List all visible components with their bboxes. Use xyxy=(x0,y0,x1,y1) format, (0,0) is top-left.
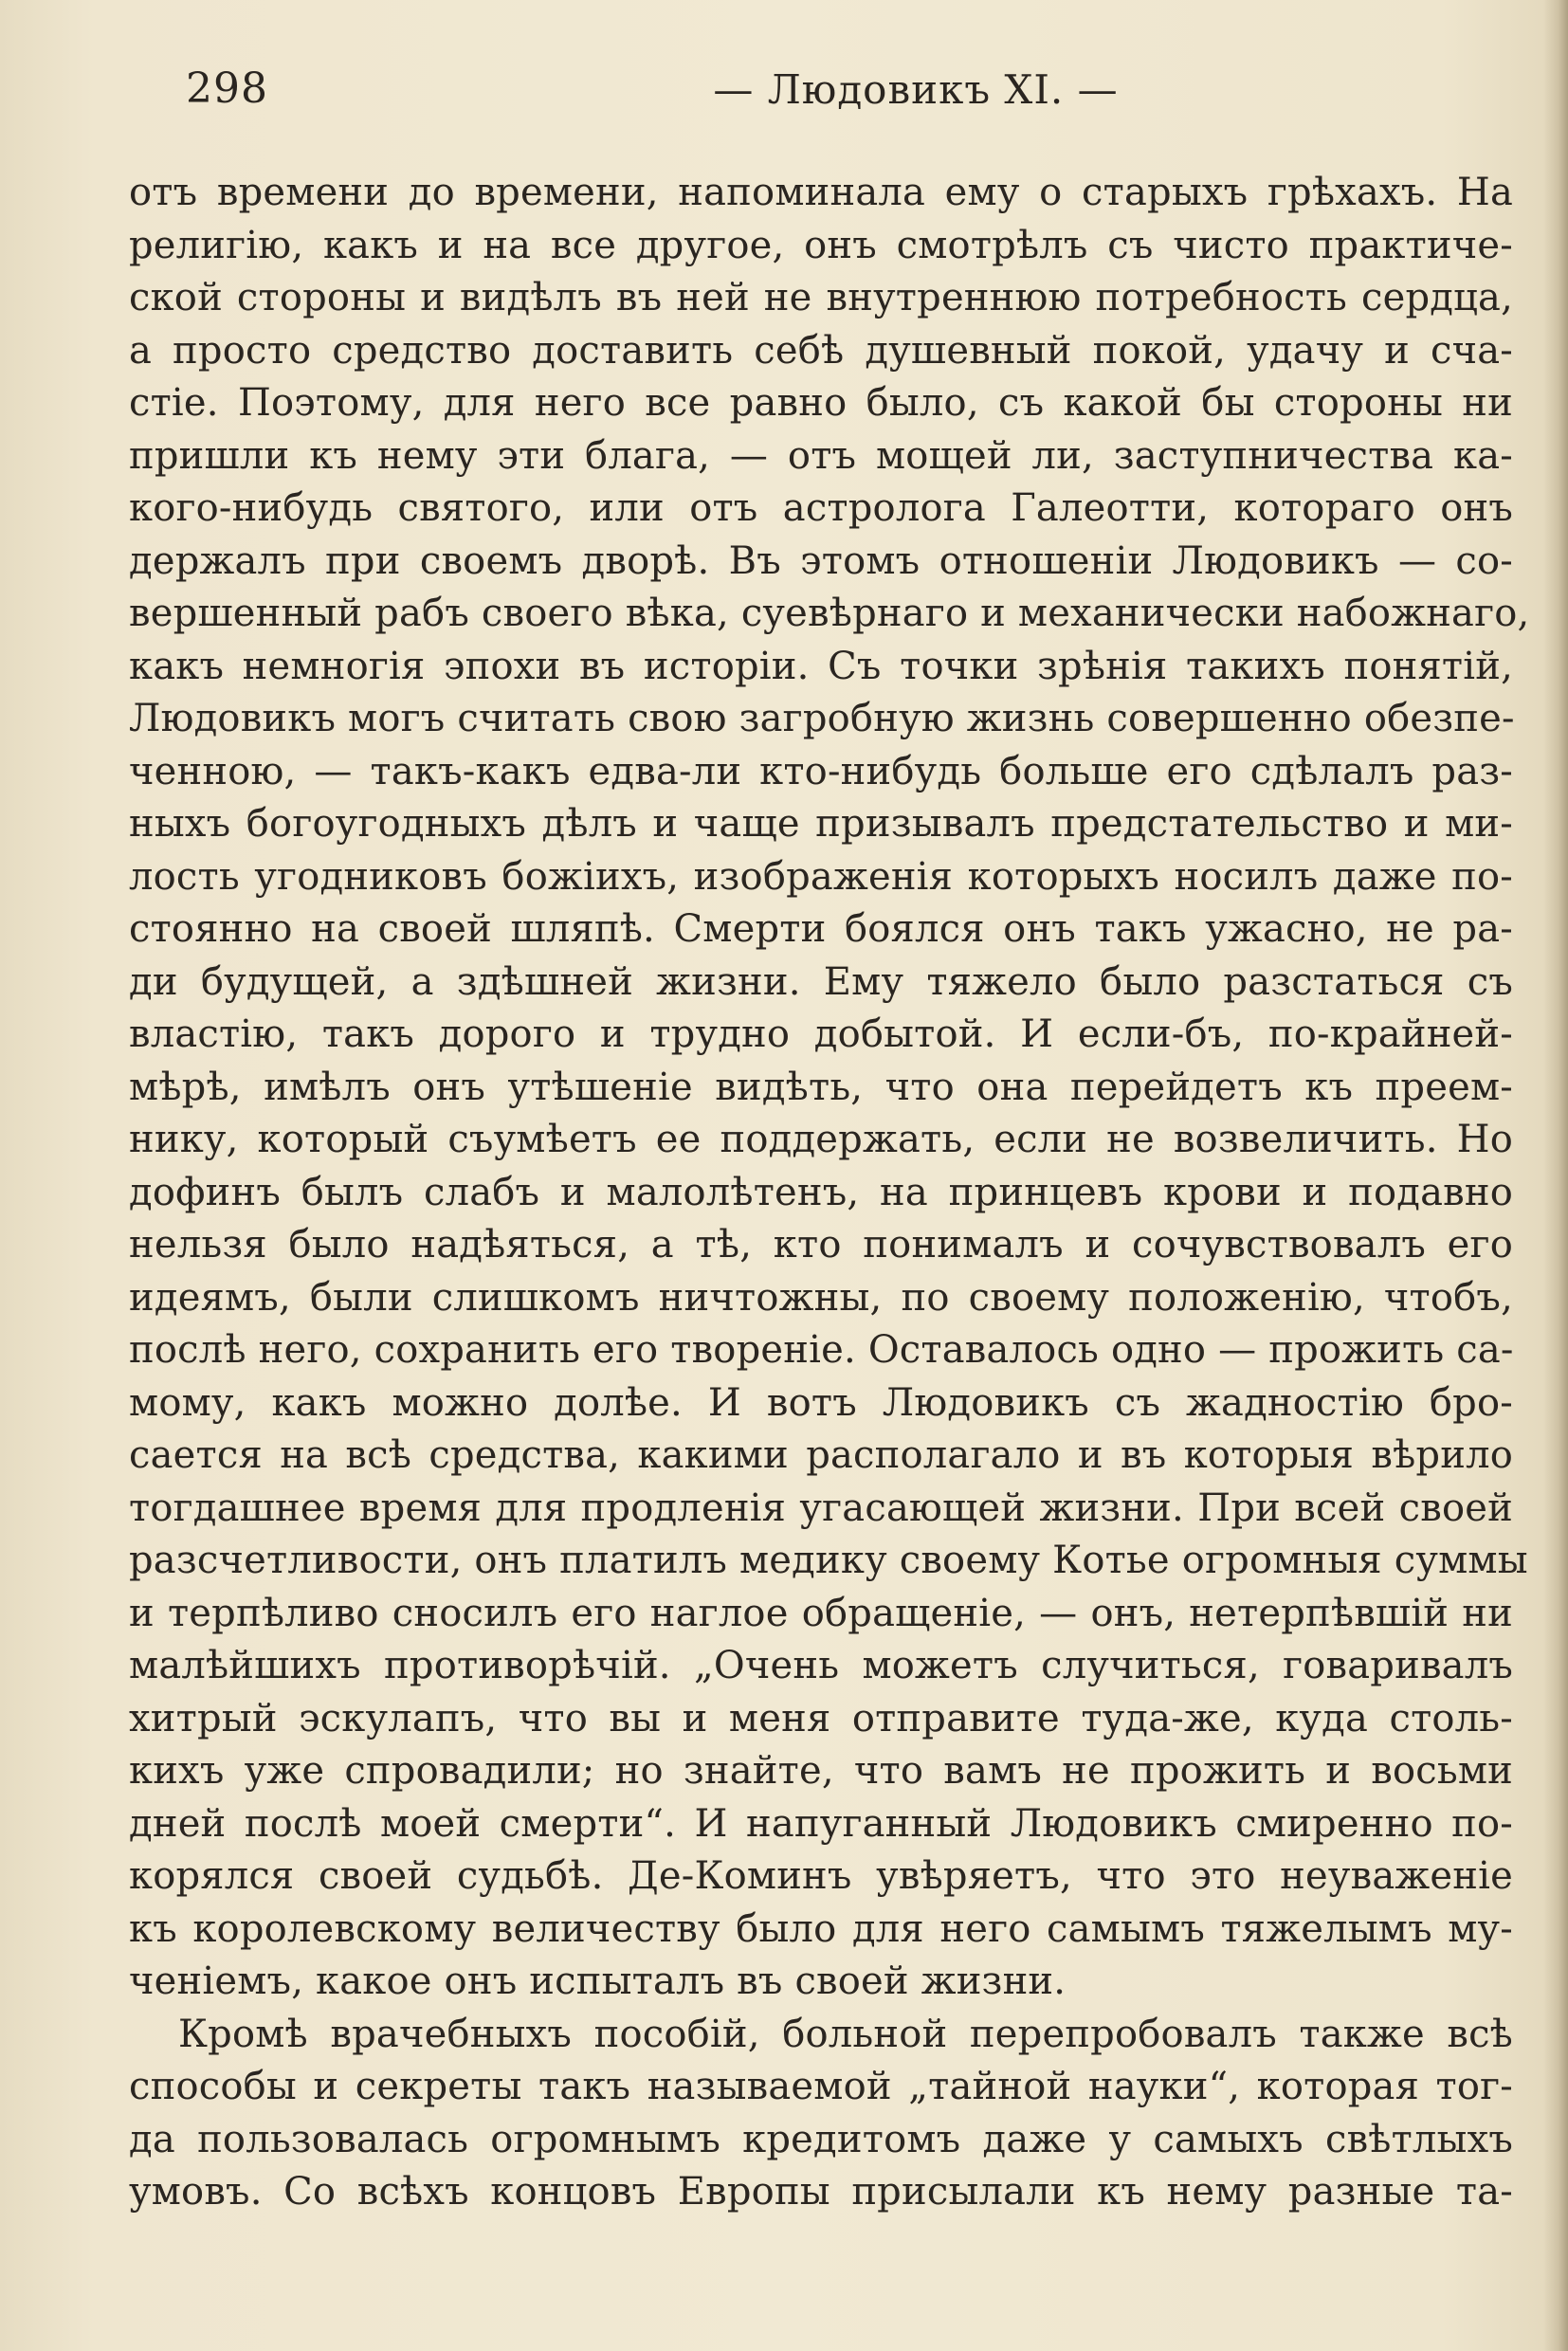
text-line: вершенный рабъ своего вѣка, суевѣрнаго и механически набожнаго, xyxy=(129,592,1530,635)
paragraph-end-line: ченіемъ, какое онъ испыталъ въ своей жизни. xyxy=(129,1959,1067,2003)
running-head: — Людовикъ XI. — xyxy=(713,66,1119,113)
text-line: отъ времени до времени, напоминала ему о старыхъ грѣхахъ. На xyxy=(129,171,1513,214)
text-line: пришли къ нему эти блага, — отъ мощей ли, заступничества ка- xyxy=(129,433,1513,478)
text-line: дней послѣ моей смерти“. И напуганный Людовикъ смиренно по- xyxy=(129,1801,1513,1846)
text-line: Людовикъ могъ считать свою загробную жизнь совершенно обезпе- xyxy=(129,697,1515,740)
text-line: ди будущей, а здѣшней жизни. Ему тяжело было разстаться съ xyxy=(129,959,1513,1004)
text-line: ныхъ богоугодныхъ дѣлъ и чаще призывалъ предстательство и ми- xyxy=(129,802,1513,846)
page-number: 298 xyxy=(186,64,268,113)
text-line: и терпѣливо сносилъ его наглое обращеніе, — онъ, нетерпѣвшій ни xyxy=(129,1591,1513,1635)
text-line: мому, какъ можно долѣе. И вотъ Людовикъ съ жадностію бро- xyxy=(129,1380,1513,1425)
text-line: умовъ. Со всѣхъ концовъ Европы присылали къ нему разные та- xyxy=(129,2170,1513,2214)
text-line: религію, какъ и на все другое, онъ смотрѣлъ съ чисто практиче- xyxy=(129,223,1513,267)
text-line: мѣрѣ, имѣлъ онъ утѣшеніе видѣть, что она перейдетъ къ преем- xyxy=(129,1065,1513,1109)
text-line: сается на всѣ средства, какими располагало и въ которыя вѣрило xyxy=(129,1433,1513,1477)
text-line: хитрый эскулапъ, что вы и меня отправите туда-же, куда столь- xyxy=(129,1696,1513,1740)
text-line: разсчетливости, онъ платилъ медику своему Котье огромныя суммы xyxy=(129,1539,1528,1582)
text-line: кого-нибудь святого, или отъ астролога Галеотти, котораго онъ xyxy=(129,486,1513,530)
text-line: стоянно на своей шляпѣ. Смерти боялся онъ такъ ужасно, не ра- xyxy=(129,907,1513,951)
page-edge-shadow xyxy=(1543,0,1568,2351)
text-line: къ королевскому величеству было для него самымъ тяжелымъ му- xyxy=(129,1906,1513,1951)
paragraph-start-line: Кромѣ врачебныхъ пособій, больной перепробовалъ также всѣ xyxy=(178,2012,1513,2056)
text-line: стіе. Поэтому, для него все равно было, съ какой бы стороны ни xyxy=(129,381,1513,425)
text-line: идеямъ, были слишкомъ ничтожны, по своему положенію, чтобъ, xyxy=(129,1275,1513,1320)
text-line: корялся своей судьбѣ. Де-Коминъ увѣряетъ, что это неуваженіе xyxy=(129,1854,1513,1898)
text-line: какъ немногія эпохи въ исторіи. Съ точки зрѣнія такихъ понятій, xyxy=(129,644,1513,688)
page-header xyxy=(186,59,1513,125)
text-line: малѣйшихъ противорѣчій. „Очень можетъ случиться, говаривалъ xyxy=(129,1644,1513,1687)
text-line: послѣ него, сохранить его твореніе. Оставалось одно — прожить са- xyxy=(129,1328,1514,1372)
text-line: способы и секреты такъ называемой „тайной науки“, которая тог- xyxy=(129,2065,1513,2108)
text-line: ской стороны и видѣлъ въ ней не внутреннюю потребность сердца, xyxy=(129,276,1513,319)
text-line: а просто средство доставить себѣ душевный покой, удачу и сча- xyxy=(129,328,1513,373)
text-line: лость угодниковъ божіихъ, изображенія которыхъ носилъ даже по- xyxy=(129,854,1513,899)
text-line: властію, такъ дорого и трудно добытой. И если-бъ, по-крайней- xyxy=(129,1012,1513,1056)
text-line: да пользовалась огромнымъ кредитомъ даже у самыхъ свѣтлыхъ xyxy=(129,2117,1513,2161)
text-line: тогдашнее время для продленія угасающей жизни. При всей своей xyxy=(129,1485,1513,1530)
text-line: нику, который съумѣетъ ее поддержать, если не возвеличить. Но xyxy=(129,1118,1513,1161)
text-line: держалъ при своемъ дворѣ. Въ этомъ отношеніи Людовикъ — со- xyxy=(129,538,1513,583)
body-text xyxy=(129,167,1530,2219)
text-line: дофинъ былъ слабъ и малолѣтенъ, на принцевъ крови и подавно xyxy=(129,1170,1513,1214)
text-line: нельзя было надѣяться, а тѣ, кто понималъ и сочувствовалъ его xyxy=(129,1223,1513,1267)
text-line: ченною, — такъ-какъ едва-ли кто-нибудь больше его сдѣлалъ раз- xyxy=(129,749,1513,793)
text-line: кихъ уже спровадили; но знайте, что вамъ не прожить и восьми xyxy=(129,1749,1513,1793)
